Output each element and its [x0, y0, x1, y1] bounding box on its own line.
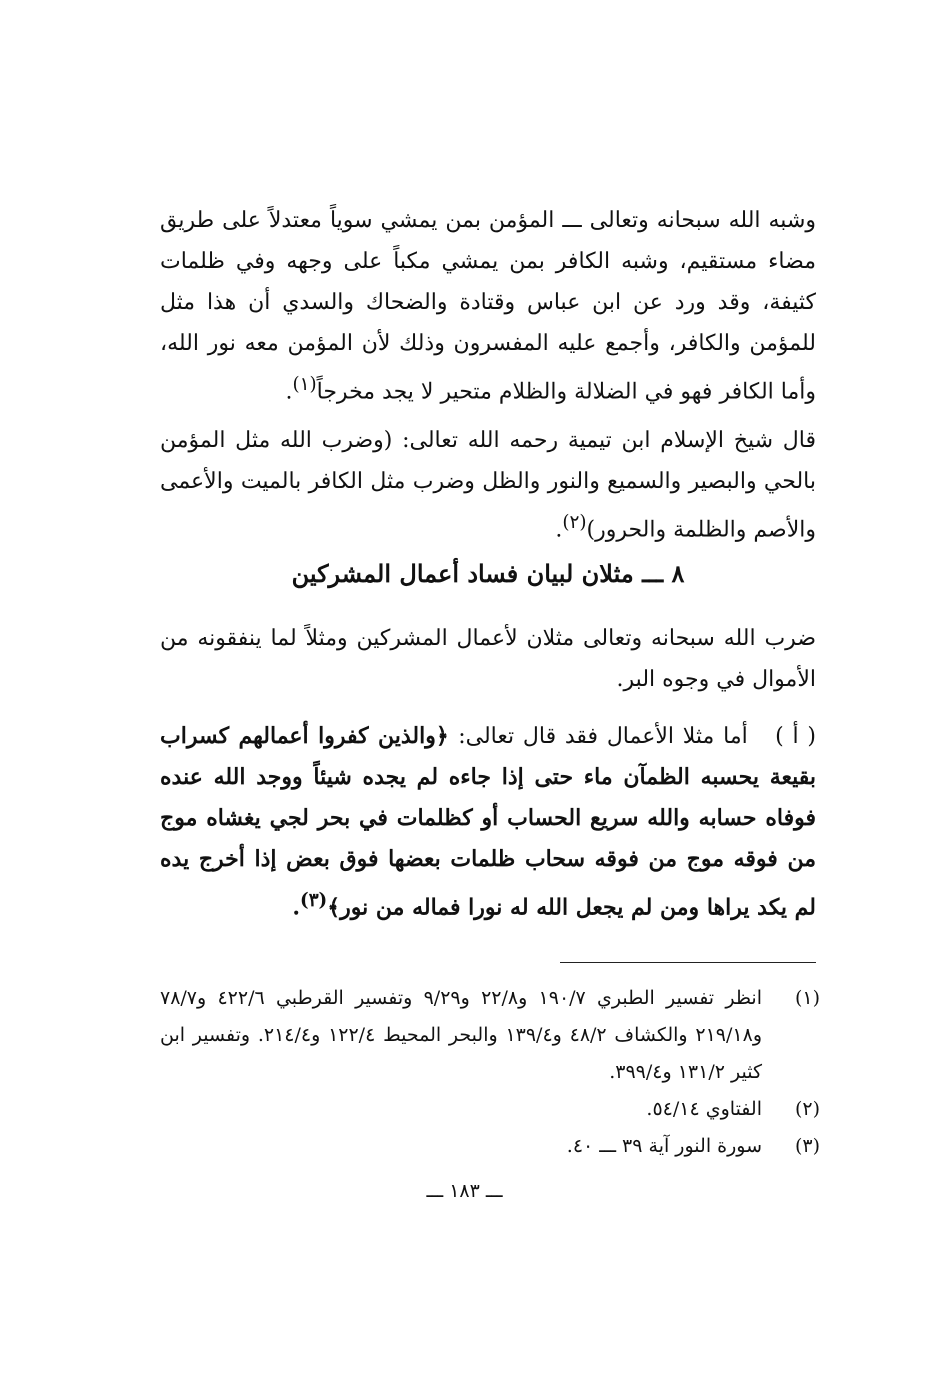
paragraph-4-intro: أما مثلا الأعمال فقد قال تعالى: — [458, 724, 748, 749]
footnote-text: سورة النور آية ٣٩ ـــ ٤٠. — [566, 1135, 762, 1157]
footnote-1 — [160, 980, 820, 1091]
section-heading: ٨ ـــ مثلان لبيان فساد أعمال المشركين — [291, 559, 685, 588]
footnote-ref-1: (١) — [292, 374, 317, 395]
footnote-number: (٣) — [794, 1135, 820, 1157]
paragraph-3: ضرب الله سبحانه وتعالى مثلان لأعمال المشركين ومثلاً لما ينفقونه من الأموال في وجوه البر. — [160, 626, 816, 692]
paragraph-4-marker: ( أ ) — [775, 724, 816, 749]
paragraph-2-text: قال شيخ الإسلام ابن تيمية رحمه الله تعالى: (وضرب الله مثل المؤمن بالحي والبصير والسميع والنور والظل وضرب مثل الكافر بالميت والأعمى والأصم والظلمة والحرور) — [160, 428, 816, 543]
footnote-3 — [160, 1128, 820, 1165]
footnote-ref-3: (٣) — [300, 890, 328, 911]
paragraph-1: وشبه الله سبحانه وتعالى ـــ المؤمن بمن يمشي سوياً معتدلاً على طريق مضاء مستقيم، وشبه الكافر بمن يمشي مكباً على وجهه وفي ظلمات كثيفة، وقد ورد عن ابن عباس وقتادة والضحاك والسدي أن هذا مثل للمؤمن والكافر، وأجمع عليه المفسرون وذلك لأن المؤمن معه نور الله، وأما الكافر فهو في الضلالة والظلام متحير لا يجد مخرجاً$^{(١)}$. — [160, 208, 816, 405]
page-number: ـــ ١٨٣ ـــ — [426, 1180, 503, 1202]
footnote-divider — [560, 962, 816, 963]
paragraph-1-text: وشبه الله سبحانه وتعالى ـــ المؤمن بمن يمشي سوياً معتدلاً على طريق مضاء مستقيم، وشبه الكافر بمن يمشي مكباً على وجهه وفي ظلمات كثيفة، وقد ورد عن ابن عباس وقتادة والضحاك والسدي أن هذا مثل للمؤمن والكافر، وأجمع عليه المفسرون وذلك لأن المؤمن معه نور الله، وأما الكافر فهو في الضلالة والظلام متحير لا يجد مخرجاً — [160, 208, 816, 405]
footnote-text: الفتاوي ٥٤/١٤. — [646, 1098, 762, 1120]
paragraph-2: قال شيخ الإسلام ابن تيمية رحمه الله تعالى: (وضرب الله مثل المؤمن بالحي والبصير والسميع والنور والظل وضرب مثل الكافر بالميت والأعمى والأصم والظلمة والحرور)$^{(٢)}$. — [160, 428, 816, 543]
footnote-2 — [160, 1091, 820, 1128]
paragraph-4: ( أ ) أما مثلا الأعمال فقد قال تعالى: ﴿والذين كفروا أعمالهم كسراب بقيعة يحسبه الظمآن ماء حتى إذا جاءه لم يجده شيئاً ووجد الله عنده فوفاه حسابه والله سريع الحساب أو كظلمات في بحر لجي يغشاه موج من فوقه موج من فوقه سحاب ظلمات بعضها فوق بعض إذا أخرج يده لم يكد يراها ومن لم يجعل الله له نورا فماله من نور﴾$^{(٣)}$. — [160, 723, 816, 921]
footnote-text: انظر تفسير الطبري ١٩٠/٧ و٢٢/٨ و٩/٢٩ وتفسير القرطبي ٤٢٢/٦ و٧٨/٧ و٢١٩/١٨ والكشاف ٤٨/٢ و١٣٩/٤ والبحر المحيط ١٢٢/٤ و٢١٤/٤. وتفسير ابن كثير ١٣١/٢ و٣٩٩/٤. — [160, 987, 763, 1083]
footnotes — [160, 980, 820, 1165]
footnote-number: (٢) — [794, 1098, 820, 1120]
footnote-number: (١) — [794, 987, 820, 1009]
quran-verse: ﴿والذين كفروا أعمالهم كسراب بقيعة يحسبه الظمآن ماء حتى إذا جاءه لم يجده شيئاً ووجد الله عنده فوفاه حسابه والله سريع الحساب أو كظلمات في بحر لجي يغشاه موج من فوقه موج من فوقه سحاب ظلمات بعضها فوق بعض إذا أخرج يده لم يكد يراها ومن لم يجعل الله له نورا فماله من نور﴾ — [160, 723, 816, 921]
footnote-ref-2: (٢) — [562, 512, 587, 533]
